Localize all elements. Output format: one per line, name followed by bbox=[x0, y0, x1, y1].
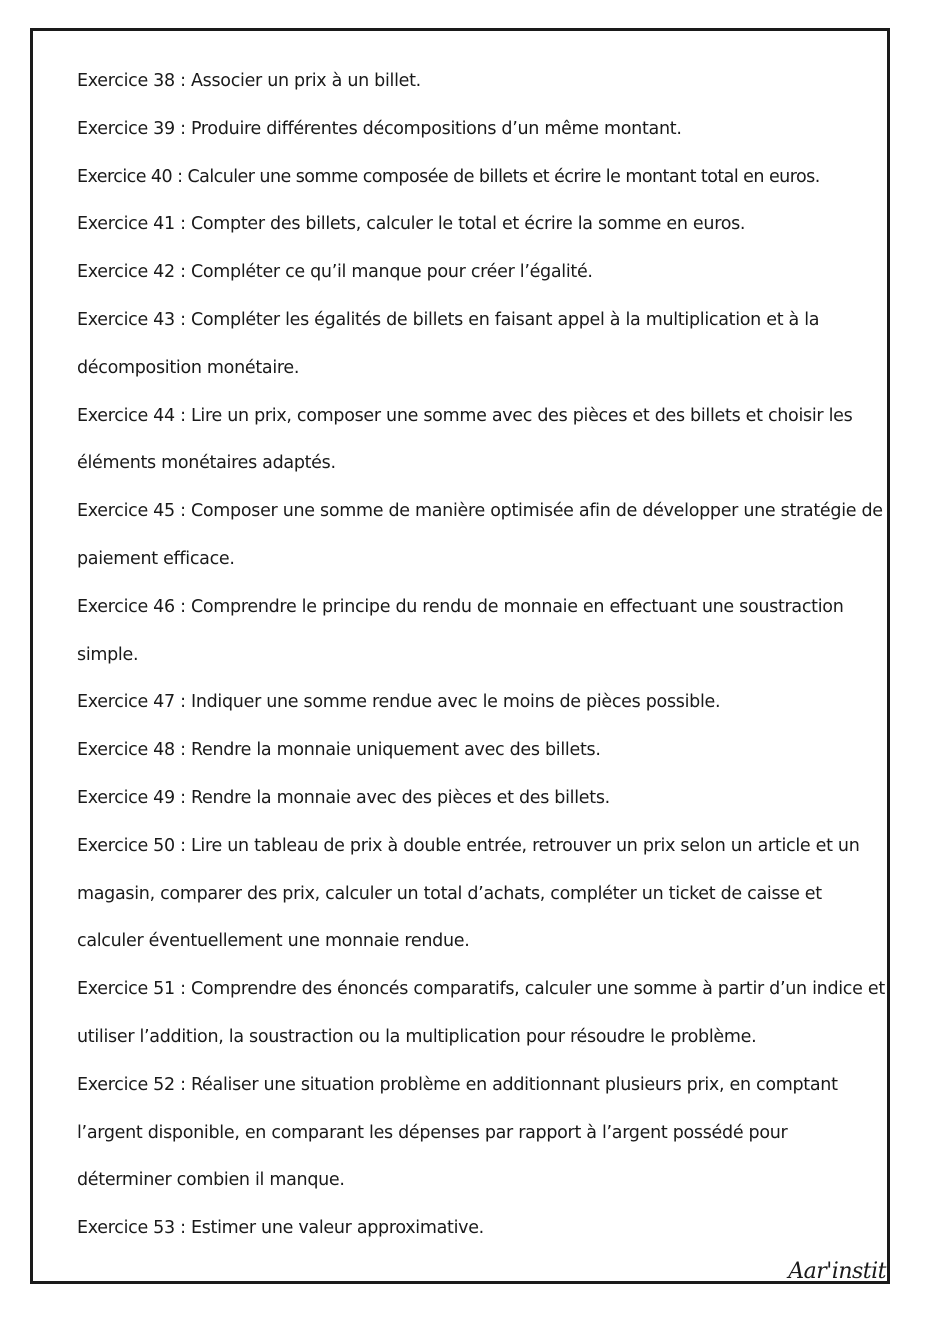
exercise-list bbox=[77, 58, 887, 1253]
exercise-42: Exercice 42 : Compléter ce qu’il manque pour créer l’égalité. bbox=[77, 262, 593, 283]
exercise-53: Exercice 53 : Estimer une valeur approximative. bbox=[77, 1218, 484, 1239]
exercise-40: Exercice 40 : Calculer une somme composée de billets et écrire le montant total en euros. bbox=[77, 166, 820, 187]
exercise-45: Exercice 45 : Composer une somme de manière optimisée afin de développer une stratégie de paiement efficace. bbox=[77, 501, 883, 569]
exercise-48: Exercice 48 : Rendre la monnaie uniquement avec des billets. bbox=[77, 740, 601, 761]
exercise-46: Exercice 46 : Comprendre le principe du rendu de monnaie en effectuant une soustraction simple. bbox=[77, 596, 844, 665]
exercise-43: Exercice 43 : Compléter les égalités de billets en faisant appel à la multiplication et à la décomposition monétaire. bbox=[77, 309, 820, 378]
exercise-52: Exercice 52 : Réaliser une situation problème en additionnant plusieurs prix, en comptant l’argent disponible, en comparant les dépenses par rapport à l’argent possédé pour déterminer combien il manque. bbox=[77, 1074, 838, 1191]
exercise-39: Exercice 39 : Produire différentes décompositions d’un même montant. bbox=[77, 118, 682, 139]
exercise-49: Exercice 49 : Rendre la monnaie avec des pièces et des billets. bbox=[77, 787, 610, 808]
exercise-47: Exercice 47 : Indiquer une somme rendue avec le moins de pièces possible. bbox=[77, 692, 721, 713]
exercise-41: Exercice 41 : Compter des billets, calculer le total et écrire la somme en euros. bbox=[77, 214, 746, 235]
author-signature: Aar'instit bbox=[788, 1259, 886, 1284]
exercise-38: Exercice 38 : Associer un prix à un billet. bbox=[77, 71, 421, 91]
exercise-44: Exercice 44 : Lire un prix, composer une somme avec des pièces et des billets et choisir les éléments monétaires adaptés. bbox=[77, 405, 853, 474]
exercise-50: Exercice 50 : Lire un tableau de prix à double entrée, retrouver un prix selon un article et un magasin, comparer des prix, calculer un total d’achats, compléter un ticket de caisse et calculer éventuellement une monnaie rendue. bbox=[77, 835, 860, 952]
exercise-51: Exercice 51 : Comprendre des énoncés comparatifs, calculer une somme à partir d’un indice et utiliser l’addition, la soustraction ou la multiplication pour résoudre le problème. bbox=[77, 979, 885, 1047]
